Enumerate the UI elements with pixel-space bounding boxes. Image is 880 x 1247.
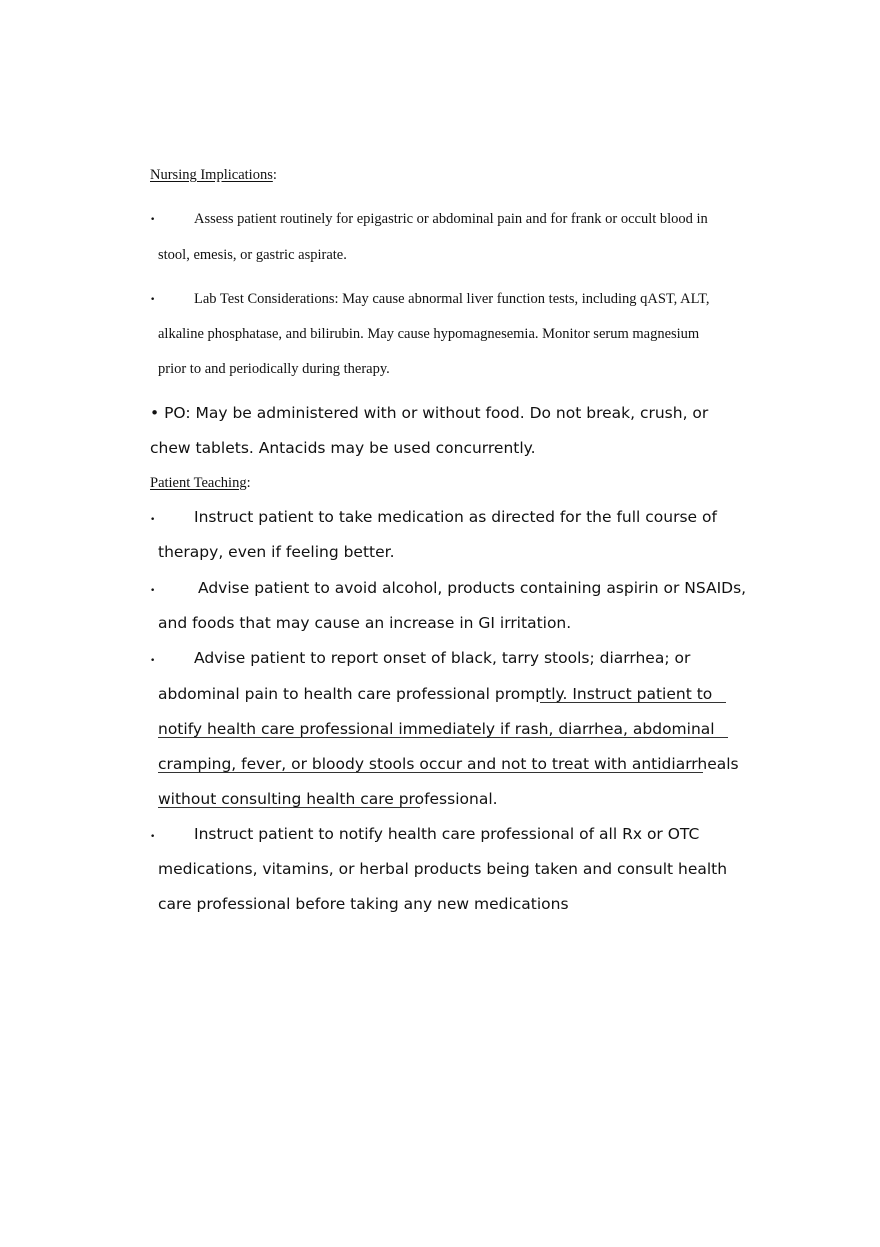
bullet-marker: • bbox=[150, 515, 156, 525]
revision-underline bbox=[158, 807, 420, 808]
pt-bullet-3-line-4: cramping, fever, or bloody stools occur and not to treat with antidiarrheals bbox=[158, 755, 739, 773]
ni-bullet-2-line-2: alkaline phosphatase, and bilirubin. May cause hypomagnesemia. Monitor serum magnesium bbox=[158, 326, 700, 342]
revision-underline bbox=[158, 737, 728, 738]
revision-underline bbox=[540, 702, 726, 703]
pt-bullet-1-line-2: therapy, even if feeling better. bbox=[158, 543, 395, 561]
revision-underline bbox=[158, 772, 703, 773]
ni-bullet-2-line-3: prior to and periodically during therapy. bbox=[158, 361, 390, 377]
pt-bullet-2-line-2: and foods that may cause an increase in GI irritation. bbox=[158, 614, 572, 632]
bullet-marker: • bbox=[150, 215, 156, 225]
bullet-marker: • bbox=[150, 832, 156, 842]
ni-bullet-2-line-1: Lab Test Considerations: May cause abnormal liver function tests, including qAST, ALT, bbox=[194, 291, 710, 307]
ni-bullet-1-line-2: stool, emesis, or gastric aspirate. bbox=[158, 247, 347, 263]
nursing-implications-heading: Nursing Implications: bbox=[150, 167, 277, 183]
patient-teaching-heading: Patient Teaching: bbox=[150, 475, 251, 491]
pt-bullet-1-line-1: Instruct patient to take medication as directed for the full course of bbox=[194, 508, 717, 526]
pt-bullet-2-line-1: Advise patient to avoid alcohol, products containing aspirin or NSAIDs, bbox=[198, 579, 747, 597]
pt-bullet-4-line-3: care professional before taking any new medications bbox=[158, 895, 569, 913]
ni-bullet-1-line-1: Assess patient routinely for epigastric or abdominal pain and for frank or occult blood in bbox=[194, 211, 708, 227]
bullet-marker: • bbox=[150, 295, 156, 305]
bullet-marker: • bbox=[150, 586, 156, 596]
pt-bullet-3-line-5: without consulting health care professional. bbox=[158, 790, 498, 808]
pt-bullet-4-line-2: medications, vitamins, or herbal products being taken and consult health bbox=[158, 860, 728, 878]
pt-bullet-3-line-1: Advise patient to report onset of black, tarry stools; diarrhea; or bbox=[194, 649, 691, 667]
pt-bullet-3-line-2: abdominal pain to health care professional promptly. Instruct patient to bbox=[158, 685, 713, 703]
pt-bullet-3-line-3: notify health care professional immediately if rash, diarrhea, abdominal bbox=[158, 720, 715, 738]
po-note-line-1: • PO: May be administered with or without food. Do not break, crush, or bbox=[150, 404, 709, 422]
bullet-marker: • bbox=[150, 656, 156, 666]
pt-bullet-4-line-1: Instruct patient to notify health care professional of all Rx or OTC bbox=[194, 825, 700, 843]
po-note-line-2: chew tablets. Antacids may be used concurrently. bbox=[150, 439, 536, 457]
